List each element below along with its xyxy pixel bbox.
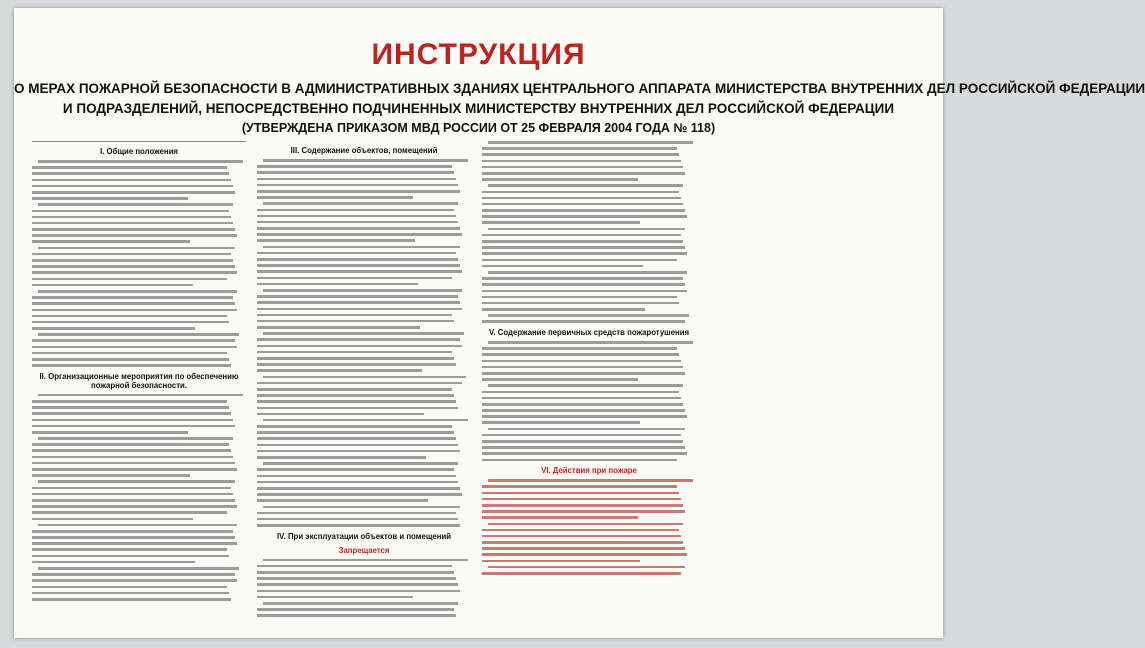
text-line (32, 210, 229, 213)
text-line (482, 366, 683, 369)
text-line (32, 352, 227, 355)
section-heading-premises: III. Содержание объектов, помещений (290, 146, 438, 155)
text-line (32, 234, 237, 237)
text-line (263, 246, 460, 249)
text-line (32, 166, 227, 169)
text-line (482, 290, 687, 293)
section-heading-organizational: II. Организационные мероприятия по обеспечению пожарной безопасности. (39, 371, 239, 390)
text-line (482, 347, 677, 350)
text-line (482, 296, 677, 299)
text-line (257, 196, 413, 199)
text-line (482, 360, 681, 363)
text-line (482, 320, 685, 323)
text-line (263, 559, 468, 562)
text-line (257, 165, 452, 168)
text-line (482, 172, 685, 175)
text-line (482, 535, 681, 538)
text-line (38, 524, 237, 527)
text-line (482, 403, 683, 406)
text-line (482, 160, 681, 163)
text-line (32, 179, 231, 182)
text-line (482, 421, 640, 424)
text-line (257, 481, 458, 484)
text-line (257, 565, 452, 568)
section-body-red (482, 479, 696, 574)
text-line (32, 346, 237, 349)
text-line (482, 553, 687, 556)
column-1 (32, 141, 246, 631)
text-line (32, 197, 188, 200)
text-line (257, 456, 426, 459)
text-line (257, 524, 460, 527)
text-line (257, 444, 458, 447)
text-line (257, 437, 456, 440)
text-line (482, 166, 683, 169)
text-line (257, 608, 454, 611)
section-body (257, 559, 471, 617)
text-line (482, 510, 685, 513)
text-line (257, 178, 456, 181)
section-body (32, 160, 246, 367)
text-line (32, 296, 233, 299)
text-line (32, 493, 233, 496)
text-line (32, 302, 235, 305)
text-line (32, 419, 233, 422)
text-line (257, 338, 460, 341)
subtitle-line-1: О МЕРАХ ПОЖАРНОЙ БЕЗОПАСНОСТИ В АДМИНИСТРАТИВНЫХ ЗДАНИЯХ ЦЕНТРАЛЬНОГО АППАРАТА МИНИСТЕРСТВА ВНУТРЕННИХ ДЕЛ РОССИЙСКОЙ ФЕДЕРАЦИИ (14, 81, 1145, 96)
text-line (32, 278, 227, 281)
text-line (257, 308, 462, 311)
text-line (32, 499, 235, 502)
text-line (257, 283, 418, 286)
text-line (482, 498, 681, 501)
text-line (32, 511, 227, 514)
text-line (263, 506, 460, 509)
text-line (32, 561, 195, 564)
text-line (263, 602, 458, 605)
text-line (32, 259, 233, 262)
text-line (482, 452, 687, 455)
text-line (488, 566, 685, 569)
text-line (257, 264, 460, 267)
text-line (482, 372, 685, 375)
text-line (482, 397, 681, 400)
text-line (257, 314, 452, 317)
text-line (32, 265, 235, 268)
text-line (482, 547, 685, 550)
text-line (488, 523, 683, 526)
text-line (482, 492, 679, 495)
text-line (257, 277, 452, 280)
text-line (38, 203, 233, 206)
text-line (488, 341, 693, 344)
text-line (257, 345, 462, 348)
text-line (257, 590, 460, 593)
text-line (482, 434, 681, 437)
section-body (257, 159, 471, 527)
text-line (257, 357, 454, 360)
text-line (257, 450, 460, 453)
text-line (488, 271, 687, 274)
text-line (32, 518, 193, 521)
text-line (257, 431, 454, 434)
text-line (263, 202, 458, 205)
text-line (482, 409, 685, 412)
text-line (257, 239, 415, 242)
text-line (32, 468, 237, 471)
text-line (32, 339, 235, 342)
text-line (32, 321, 229, 324)
text-line (488, 384, 683, 387)
text-line (482, 485, 677, 488)
text-line (32, 530, 233, 533)
subtitle-approval: (УТВЕРЖДЕНА ПРИКАЗОМ МВД РОССИИ ОТ 25 ФЕВРАЛЯ 2004 ГОДА № 118) (241, 121, 716, 135)
text-line (263, 419, 468, 422)
text-line (38, 394, 243, 397)
subtitle-line-2: И ПОДРАЗДЕЛЕНИЙ, НЕПОСРЕДСТВЕННО ПОДЧИНЕННЫХ МИНИСТЕРСТВУ ВНУТРЕННИХ ДЕЛ РОССИЙСКОЙ ФЕДЕРАЦИИ (62, 101, 895, 116)
text-line (482, 302, 679, 305)
text-line (263, 289, 462, 292)
text-line (32, 592, 229, 595)
section-body (32, 394, 246, 601)
text-line (263, 462, 458, 465)
text-line (257, 512, 456, 515)
text-line (32, 222, 233, 225)
text-line (32, 271, 237, 274)
text-line (32, 240, 190, 243)
text-line (257, 363, 456, 366)
text-line (257, 320, 454, 323)
text-line (488, 184, 683, 187)
text-line (257, 209, 454, 212)
text-line (482, 277, 683, 280)
text-line (482, 215, 687, 218)
text-line (32, 185, 233, 188)
text-line (482, 378, 638, 381)
text-line (32, 586, 227, 589)
text-line (38, 333, 239, 336)
text-line (32, 505, 237, 508)
text-line (482, 415, 687, 418)
text-line (482, 572, 681, 575)
text-line (488, 228, 685, 231)
text-line (257, 407, 458, 410)
text-line (38, 567, 239, 570)
text-line (32, 487, 231, 490)
page-title: ИНСТРУКЦИЯ (371, 38, 586, 71)
text-line (257, 351, 452, 354)
section-heading-general: I. Общие положения (100, 147, 178, 156)
text-line (32, 191, 235, 194)
text-line (257, 388, 452, 391)
text-line (482, 391, 679, 394)
text-line (482, 516, 638, 519)
text-line (257, 487, 460, 490)
text-line (32, 449, 231, 452)
text-line (32, 579, 237, 582)
section-body (482, 141, 696, 323)
text-line (257, 571, 454, 574)
text-line (257, 184, 458, 187)
text-line (482, 265, 643, 268)
text-line (482, 234, 681, 237)
text-line (32, 400, 227, 403)
text-line (257, 596, 413, 599)
text-line (482, 446, 685, 449)
text-line (32, 172, 229, 175)
text-line (257, 499, 428, 502)
text-line (482, 541, 683, 544)
text-line (32, 431, 188, 434)
text-line (482, 221, 640, 224)
text-line (32, 412, 231, 415)
text-line (482, 529, 679, 532)
text-line (257, 252, 456, 255)
text-line (32, 358, 229, 361)
text-line (38, 290, 237, 293)
text-line (482, 153, 679, 156)
text-line (257, 190, 460, 193)
section-heading-extinguishing: V. Содержание первичных средств пожаротушения (488, 328, 690, 338)
text-line (482, 178, 638, 181)
text-line (257, 475, 456, 478)
text-line (257, 221, 458, 224)
text-line (482, 147, 677, 150)
text-line (257, 577, 456, 580)
text-line (257, 493, 462, 496)
text-line (482, 240, 683, 243)
text-line (32, 406, 229, 409)
text-line (488, 314, 689, 317)
text-line (257, 468, 454, 471)
text-line (488, 141, 693, 144)
text-line (482, 308, 645, 311)
text-line (482, 191, 679, 194)
text-line (32, 443, 229, 446)
text-line (257, 425, 452, 428)
text-line (257, 583, 458, 586)
text-line (32, 573, 235, 576)
text-line (32, 315, 227, 318)
text-line (38, 480, 235, 483)
text-line (38, 160, 243, 163)
text-line (38, 247, 235, 250)
text-line (482, 353, 679, 356)
text-line (32, 309, 237, 312)
text-line (257, 413, 424, 416)
text-line (482, 259, 677, 262)
text-line (32, 364, 231, 367)
text-line (257, 394, 454, 397)
text-line (32, 542, 237, 545)
text-line (482, 209, 685, 212)
text-line (263, 376, 466, 379)
text-line (482, 252, 687, 255)
text-line (32, 462, 235, 465)
text-line (482, 197, 681, 200)
text-line (32, 253, 231, 256)
divider (32, 141, 246, 142)
text-line (257, 295, 458, 298)
section-heading-fire-actions: VI. Действия при пожаре (541, 466, 637, 476)
text-line (488, 428, 685, 431)
text-line (482, 560, 640, 563)
text-line (257, 227, 460, 230)
column-2 (257, 141, 471, 631)
text-line (257, 233, 462, 236)
text-line (32, 228, 235, 231)
text-line (257, 326, 420, 329)
text-line (32, 216, 231, 219)
text-line (257, 301, 460, 304)
text-line (32, 555, 229, 558)
column-3 (482, 141, 696, 631)
text-line (38, 437, 233, 440)
text-line (482, 203, 683, 206)
text-line (32, 284, 193, 287)
section-body (482, 341, 696, 461)
text-line (482, 459, 677, 462)
text-line (257, 270, 462, 273)
text-line (482, 283, 685, 286)
text-line (257, 258, 458, 261)
section-heading-operation: IV. При эксплуатации объектов и помещений (276, 531, 452, 541)
text-line (482, 246, 685, 249)
text-line (257, 382, 462, 385)
text-line (32, 536, 235, 539)
text-line (488, 479, 693, 482)
text-line (257, 400, 456, 403)
text-line (263, 159, 468, 162)
text-line (257, 215, 456, 218)
text-line (32, 474, 190, 477)
poster (14, 8, 1145, 638)
text-line (257, 614, 456, 617)
text-line (482, 440, 683, 443)
text-line (257, 518, 458, 521)
text-line (32, 456, 233, 459)
text-line (263, 332, 464, 335)
text-line (32, 425, 235, 428)
text-line (257, 171, 454, 174)
section-heading-prohibited: Запрещается (338, 545, 390, 555)
text-line (32, 327, 195, 330)
text-line (257, 369, 422, 372)
text-line (32, 598, 231, 601)
text-line (482, 504, 683, 507)
text-line (32, 548, 227, 551)
